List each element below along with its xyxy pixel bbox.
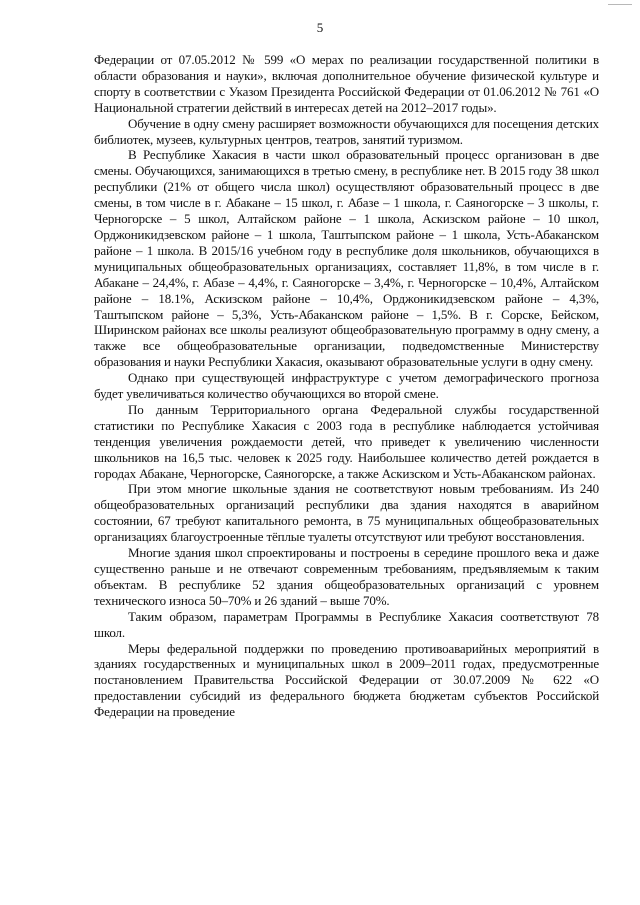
paragraph-2: Обучение в одну смену расширяет возможности обучающихся для посещения детских библиотек, музеев, культурных центров, театров, занятий туризмом. <box>94 115 599 147</box>
paragraph-3: В Республике Хакасия в части школ образовательный процесс организован в две смены. Обучающихся, занимающихся в третью смену, в республике нет. В 2015 году 38 школ республики (21% от общего числа школ) осуществляют образовательный процесс в две смены, в том числе в г. Абакане – 15 школ, г. Абазе – 1 школа, г. Саяногорске – 3 школы, г. Черногорске – 5 школ, Алтайском районе – 1 школа, Аскизском районе – 10 школ, Орджоникидзевском районе – 1 школа, Таштыпском районе – 1 школа, Усть-Абаканском районе – 1 школа. В 2015/16 учебном году в республике доля школьников, обучающихся в муниципальных общеобразовательных организациях, составляет 11,8%, в том числе в г. Абакане – 24,4%, г. Абазе – 4,4%, г. Саяногорске – 3,4%, г. Черногорске – 10,4%, Алтайском районе – 18.1%, Аскизском районе – 10,4%, Орджоникидзевском районе – 4,3%, Таштыпском районе – 5,3%, Усть-Абаканском районе – 1,5%. В г. Сорске, Бейском, Ширинском районах все школы реализуют общеобразовательную программу в одну смену, а также все общеобразовательные организации, подведомственные Министерству образования и науки Республики Хакасия, оказывают образовательные услуги в одну смену. <box>94 147 599 370</box>
paragraph-9: Меры федеральной поддержки по проведению противоаварийных мероприятий в зданиях государственных и муниципальных школ в 2009–2011 годах, предусмотренные постановлением Правительства Российской Федерации от 30.07.2009 № 622 «О предоставлении субсидий из федерального бюджета бюджетам субъектов Российской Федерации на проведение <box>94 640 599 720</box>
paragraph-4: Однако при существующей инфраструктуре с учетом демографического прогноза будет увеличиваться количество обучающихся во второй смене. <box>94 370 599 402</box>
paragraph-6: При этом многие школьные здания не соответствуют новым требованиям. Из 240 общеобразовательных организаций республики два здания находятся в аварийном состоянии, 67 требуют капитального ремонта, в 75 муниципальных общеобразовательных организациях благоустроенные тёплые туалеты отсутствуют или требуют восстановления. <box>94 481 599 545</box>
document-body <box>94 52 599 720</box>
paragraph-1: Федерации от 07.05.2012 № 599 «О мерах по реализации государственной политики в области образования и науки», включая дополнительное обучение физической культуре и спорту в соответствии с Указом Президента Российской Федерации от 01.06.2012 № 761 «О Национальной стратегии действий в интересах детей на 2012–2017 годы». <box>94 52 599 115</box>
page-number: 5 <box>316 20 324 35</box>
paragraph-7: Многие здания школ спроектированы и построены в середине прошлого века и даже существенно раньше и не отвечают современным требованиям, предъявляемым к таким объектам. В республике 52 здания общеобразовательных организаций с уровнем технического износа 50–70% и 26 зданий – выше 70%. <box>94 545 599 608</box>
scan-corner-mark <box>608 4 632 5</box>
paragraph-8: Таким образом, параметрам Программы в Республике Хакасия соответствуют 78 школ. <box>94 608 599 640</box>
paragraph-5: По данным Территориального органа Федеральной службы государственной статистики по Республике Хакасия с 2003 года в республике наблюдается устойчивая тенденция увеличения рождаемости детей, что приведет к увеличению численности школьников на 16,5 тыс. человек к 2025 году. Наибольшее количество детей рождается в городах Абакане, Черногорске, Саяногорске, а также Аскизском и Усть-Абаканском районах. <box>94 401 599 481</box>
